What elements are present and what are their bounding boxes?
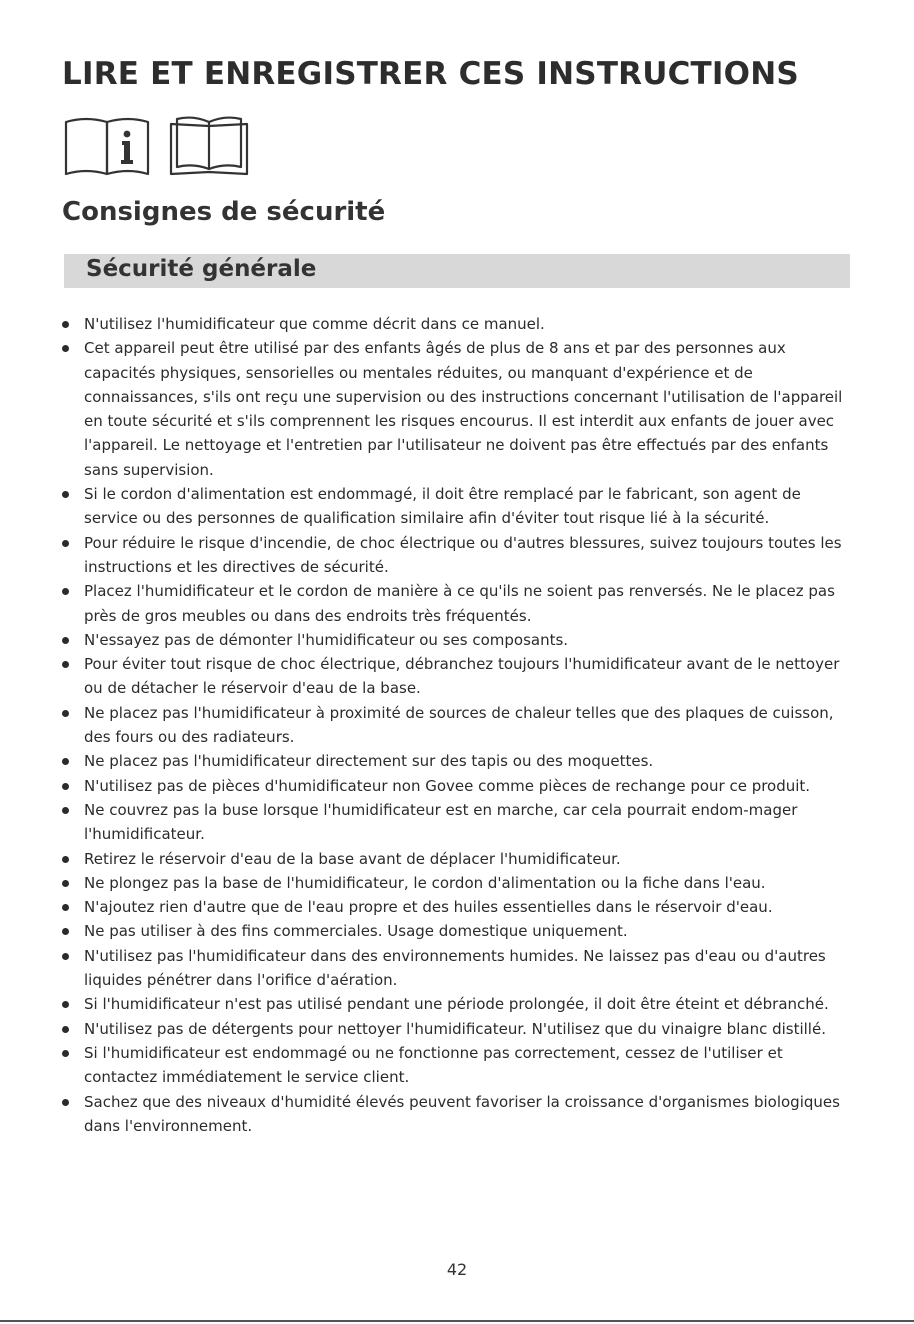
list-item: Retirez le réservoir d'eau de la base avant de déplacer l'humidificateur. bbox=[62, 847, 852, 871]
header-icons bbox=[64, 114, 250, 176]
list-item: N'utilisez pas de détergents pour nettoyer l'humidificateur. N'utilisez que du vinaigre blanc distillé. bbox=[62, 1017, 852, 1041]
list-item: N'utilisez l'humidificateur que comme décrit dans ce manuel. bbox=[62, 312, 852, 336]
list-item: N'utilisez pas l'humidificateur dans des environnements humides. Ne laissez pas d'eau ou d'autres liquides pénétrer dans l'orifice d'aération. bbox=[62, 944, 852, 993]
list-item: Si l'humidificateur est endommagé ou ne fonctionne pas correctement, cessez de l'utiliser et contactez immédiatement le service client. bbox=[62, 1041, 852, 1090]
page-number: 42 bbox=[446, 1260, 468, 1279]
list-item: Ne pas utiliser à des fins commerciales. Usage domestique uniquement. bbox=[62, 919, 852, 943]
bottom-divider bbox=[0, 1320, 914, 1322]
list-item: Ne placez pas l'humidificateur directement sur des tapis ou des moquettes. bbox=[62, 749, 852, 773]
list-item: N'essayez pas de démonter l'humidificateur ou ses composants. bbox=[62, 628, 852, 652]
list-item: Ne couvrez pas la buse lorsque l'humidificateur est en marche, car cela pourrait endom-mager l'humidificateur. bbox=[62, 798, 852, 847]
list-item: N'ajoutez rien d'autre que de l'eau propre et des huiles essentielles dans le réservoir d'eau. bbox=[62, 895, 852, 919]
subsection-title: Sécurité générale bbox=[86, 256, 317, 282]
section-title: Consignes de sécurité bbox=[62, 197, 386, 227]
list-item: Pour éviter tout risque de choc électrique, débranchez toujours l'humidificateur avant de le nettoyer ou de détacher le réservoir d'eau de la base. bbox=[62, 652, 852, 701]
list-item: N'utilisez pas de pièces d'humidificateur non Govee comme pièces de rechange pour ce produit. bbox=[62, 774, 852, 798]
info-manual-icon bbox=[64, 114, 150, 176]
subsection-header bbox=[64, 254, 850, 288]
list-item: Si l'humidificateur n'est pas utilisé pendant une période prolongée, il doit être éteint et débranché. bbox=[62, 992, 852, 1016]
open-book-icon bbox=[168, 114, 250, 176]
list-item: Pour réduire le risque d'incendie, de choc électrique ou d'autres blessures, suivez toujours toutes les instructions et les directives de sécurité. bbox=[62, 531, 852, 580]
list-item: Cet appareil peut être utilisé par des enfants âgés de plus de 8 ans et par des personnes aux capacités physiques, sensorielles ou mentales réduites, ou manquant d'expérience et de connaissances, s'ils ont reçu une supervision ou des instructions concernant l'utilisation de l'appareil en toute sécurité et s'ils comprennent les risques encourus. Il est interdit aux enfants de jouer avec l'appareil. Le nettoyage et l'entretien par l'utilisateur ne doivent pas être effectués par des enfants sans supervision. bbox=[62, 336, 852, 482]
list-item: Si le cordon d'alimentation est endommagé, il doit être remplacé par le fabricant, son agent de service ou des personnes de qualification similaire afin d'éviter tout risque lié à la sécurité. bbox=[62, 482, 852, 531]
list-item: Ne plongez pas la base de l'humidificateur, le cordon d'alimentation ou la fiche dans l'eau. bbox=[62, 871, 852, 895]
safety-instructions-list bbox=[62, 312, 852, 1138]
list-item: Placez l'humidificateur et le cordon de manière à ce qu'ils ne soient pas renversés. Ne le placez pas près de gros meubles ou dans des endroits très fréquentés. bbox=[62, 579, 852, 628]
list-item: Ne placez pas l'humidificateur à proximité de sources de chaleur telles que des plaques de cuisson, des fours ou des radiateurs. bbox=[62, 701, 852, 750]
list-item: Sachez que des niveaux d'humidité élevés peuvent favoriser la croissance d'organismes biologiques dans l'environnement. bbox=[62, 1090, 852, 1139]
page-title: LIRE ET ENREGISTRER CES INSTRUCTIONS bbox=[62, 56, 799, 92]
